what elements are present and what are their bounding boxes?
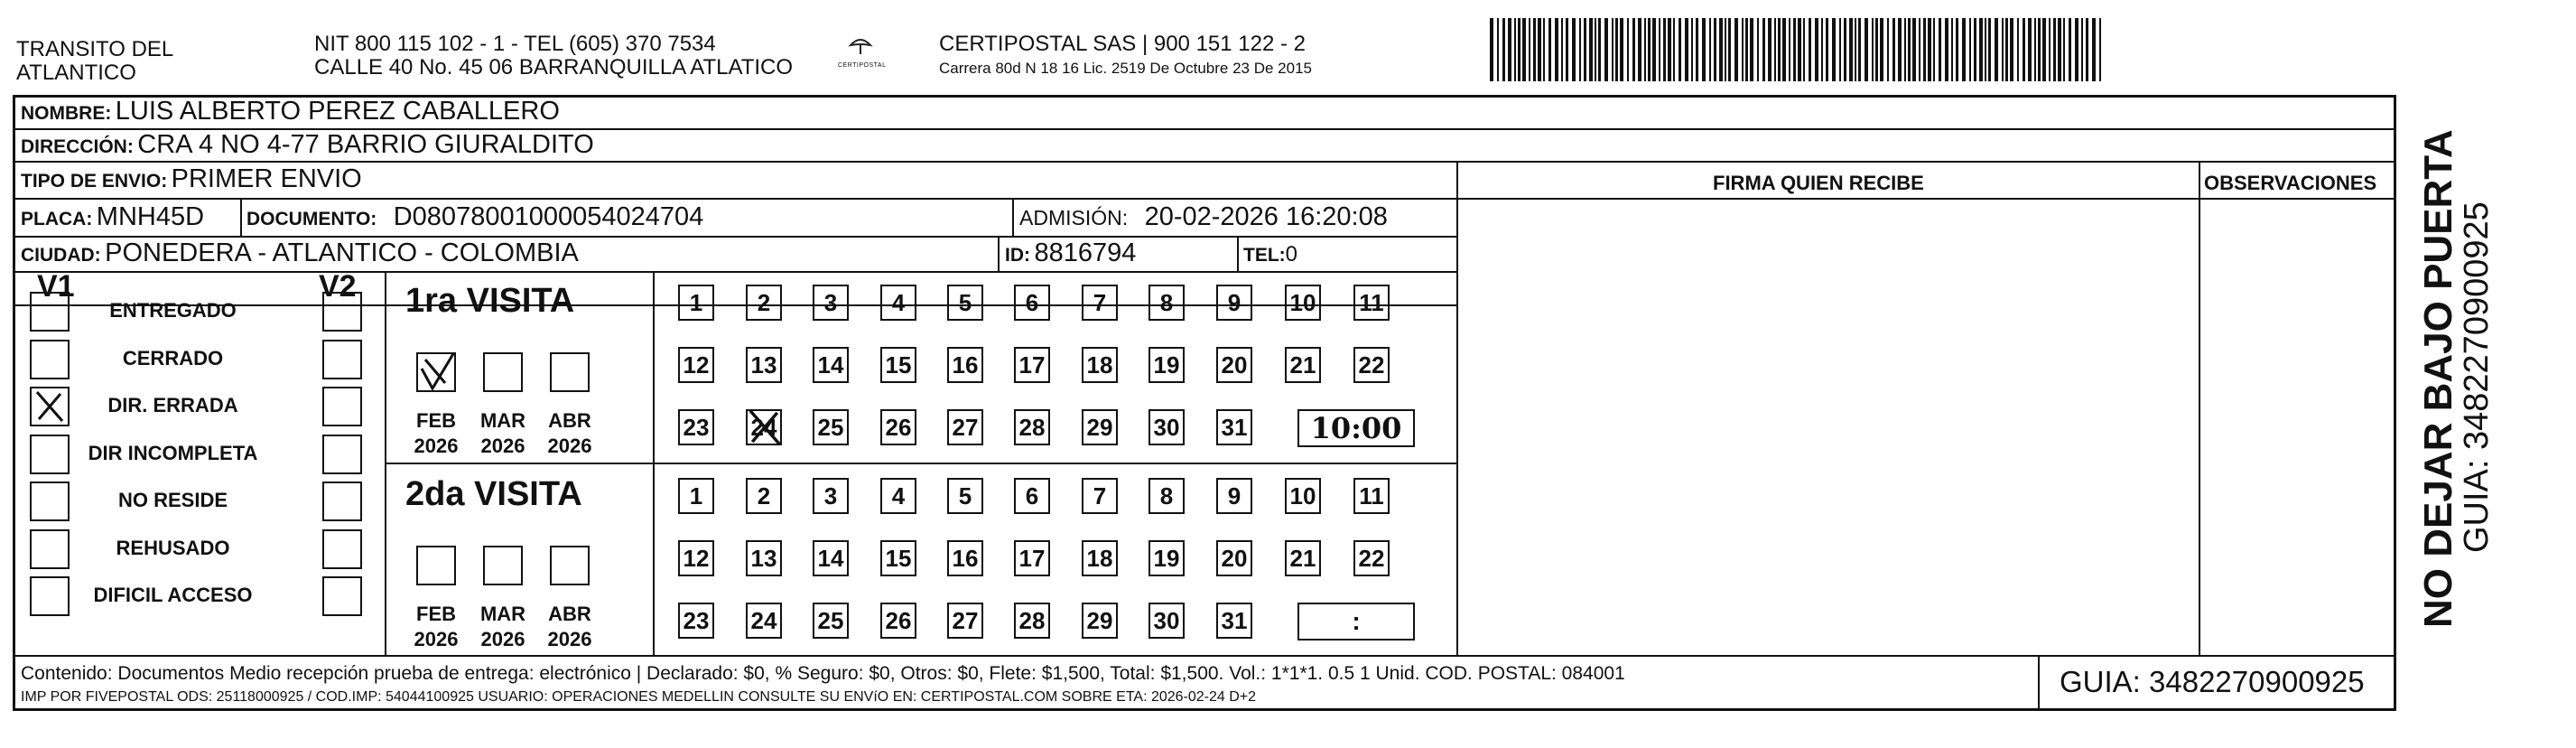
- barcode-bar: [1956, 18, 1958, 81]
- barcode-bar: [1620, 18, 1623, 81]
- barcode-bar: [2028, 18, 2032, 81]
- barcode-bar: [1872, 18, 1874, 81]
- barcode-bar: [1774, 18, 1776, 81]
- company-name: [16, 38, 173, 85]
- courier-line-2: Carrera 80d N 18 16 Lic. 2519 De Octubre 23 De 2015: [939, 60, 1312, 77]
- day-box[interactable]: 12: [678, 540, 714, 576]
- barcode-bar: [2092, 18, 2096, 81]
- barcode-bar: [2081, 18, 2083, 81]
- barcode-bar: [1538, 18, 1541, 81]
- barcode-bar: [1659, 18, 1660, 81]
- barcode-bar: [2058, 18, 2061, 81]
- barcode-bar: [2010, 18, 2013, 81]
- barcode-bar: [1945, 18, 1948, 81]
- day-box[interactable]: 4: [880, 478, 916, 514]
- observations-header: OBSERVACIONES: [2204, 172, 2377, 194]
- day-box[interactable]: 11: [1353, 285, 1390, 321]
- month-year: 2026: [480, 435, 525, 457]
- time-field[interactable]: 10:00: [1297, 409, 1415, 447]
- recipient-name: LUIS ALBERTO PEREZ CABALLERO: [115, 97, 560, 126]
- courier-info: [939, 33, 1312, 78]
- barcode-bar: [1584, 18, 1586, 81]
- barcode-bar: [1572, 18, 1576, 81]
- print-line: IMP POR FIVEPOSTAL ODS: 25118000925 / COD.IMP: 54044100925 USUARIO: OPERACIONES MEDELLIN CONSULTE SU ENVíO EN: CERTIPOSTAL.COM SOBRE ETA: 2026-02-24 D+2: [21, 689, 1257, 705]
- barcode-bar: [1887, 18, 1889, 81]
- barcode-bar: [1663, 18, 1666, 81]
- signature-header: FIRMA QUIEN RECIBE: [1713, 172, 1924, 194]
- barcode-bar: [1939, 18, 1941, 81]
- day-box[interactable]: 24: [746, 603, 782, 639]
- barcode-bar: [2099, 18, 2101, 81]
- day-box[interactable]: 20: [1216, 540, 1252, 576]
- city-row: [21, 238, 579, 268]
- barcode-bar: [1566, 18, 1568, 81]
- day-box[interactable]: 17: [1014, 540, 1050, 576]
- month-year: 2026: [414, 628, 459, 650]
- barcode-bar: [2005, 18, 2008, 81]
- day-box[interactable]: 16: [947, 540, 983, 576]
- barcode-bar: [1826, 18, 1828, 81]
- day-box[interactable]: 14: [813, 540, 849, 576]
- barcode-bar: [1985, 18, 1986, 81]
- barcode-bar: [1644, 18, 1646, 81]
- barcode-bar: [2049, 18, 2051, 81]
- barcode-bar: [1782, 18, 1786, 81]
- day-box[interactable]: 6: [1014, 478, 1050, 514]
- barcode-bar: [1652, 18, 1656, 81]
- day-box[interactable]: 20: [1216, 347, 1252, 383]
- type-label: TIPO DE ENVIO:: [21, 171, 168, 192]
- v2-checkbox[interactable]: [322, 292, 362, 332]
- day-box[interactable]: 26: [880, 603, 916, 639]
- barcode-bar: [1632, 18, 1635, 81]
- month-checkbox[interactable]: [550, 352, 590, 392]
- barcode-bar: [1904, 18, 1906, 81]
- barcode-bar: [1951, 18, 1953, 81]
- document-row: [246, 202, 703, 232]
- barcode-bar: [1789, 18, 1790, 81]
- barcode-bar: [1691, 18, 1693, 81]
- footer-guide-number: GUIA: 3482270900925: [2060, 665, 2365, 698]
- barcode-bar: [2069, 18, 2071, 81]
- company-contact: [314, 33, 793, 79]
- barcode-bar: [1638, 18, 1641, 81]
- barcode-bar: [1815, 18, 1818, 81]
- admission-value: 20-02-2026 16:20:08: [1144, 202, 1388, 231]
- barcode-bar: [2023, 18, 2025, 81]
- day-box[interactable]: 22: [1353, 540, 1390, 576]
- month-label: [476, 602, 530, 652]
- day-box[interactable]: 1: [678, 478, 714, 514]
- barcode-bar: [1757, 18, 1759, 81]
- day-box[interactable]: 2: [746, 285, 782, 321]
- barcode-bar: [1793, 18, 1796, 81]
- v2-checkbox[interactable]: [322, 435, 362, 474]
- day-box[interactable]: 5: [947, 285, 983, 321]
- barcode-bar: [1702, 18, 1706, 81]
- barcode-bar: [1928, 18, 1931, 81]
- day-box[interactable]: 4: [880, 285, 916, 321]
- day-box[interactable]: 13: [746, 347, 782, 383]
- month-checkbox[interactable]: [483, 352, 523, 392]
- side-guide-number: GUIA: 3482270900925: [2458, 201, 2496, 553]
- day-box[interactable]: 2: [746, 478, 782, 514]
- v2-label: V2: [319, 269, 357, 304]
- barcode-bar: [1673, 18, 1675, 81]
- barcode: [1490, 18, 2104, 81]
- barcode-bar: [1548, 18, 1551, 81]
- barcode-bar: [1995, 18, 1998, 81]
- month-label: [543, 602, 597, 652]
- barcode-bar: [1555, 18, 1558, 81]
- v2-checkbox[interactable]: [322, 340, 362, 379]
- barcode-bar: [1615, 18, 1618, 81]
- v1-label: V1: [37, 269, 75, 304]
- day-box[interactable]: 1: [678, 285, 714, 321]
- city-label: CIUDAD:: [21, 245, 101, 266]
- barcode-bar: [1803, 18, 1805, 81]
- day-box[interactable]: 22: [1353, 347, 1390, 383]
- v2-checkbox[interactable]: [322, 387, 362, 426]
- first-visit-title: 1ra VISITA: [405, 282, 575, 320]
- day-box[interactable]: 23: [678, 409, 714, 445]
- month-name: ABR: [548, 603, 591, 625]
- barcode-bar: [1750, 18, 1753, 81]
- month-year: 2026: [414, 435, 459, 457]
- barcode-bar: [1880, 18, 1883, 81]
- barcode-bar: [1742, 18, 1744, 81]
- month-checkbox[interactable]: [416, 546, 456, 585]
- courier-line-1: CERTIPOSTAL SAS | 900 151 122 - 2: [939, 32, 1306, 56]
- id-row: [1005, 238, 1136, 268]
- barcode-bar: [2053, 18, 2056, 81]
- barcode-bar: [1821, 18, 1823, 81]
- barcode-bar: [2034, 18, 2036, 81]
- day-box[interactable]: 29: [1082, 603, 1118, 639]
- v1-checkbox[interactable]: [30, 340, 70, 379]
- v1-checkbox[interactable]: [30, 435, 70, 474]
- admission-row: [1019, 202, 1388, 232]
- barcode-bar: [1529, 18, 1530, 81]
- barcode-bar: [1768, 18, 1772, 81]
- barcode-bar: [1612, 18, 1613, 81]
- barcode-bar: [1508, 18, 1511, 81]
- barcode-bar: [1898, 18, 1902, 81]
- barcode-bar: [1595, 18, 1596, 81]
- x-mark-icon: [744, 406, 786, 449]
- barcode-bar: [1725, 18, 1726, 81]
- day-box[interactable]: 18: [1082, 347, 1118, 383]
- shipment-type: PRIMER ENVIO: [171, 164, 362, 193]
- day-box[interactable]: 13: [746, 540, 782, 576]
- barcode-bar: [1832, 18, 1836, 81]
- delivery-form: [13, 95, 2396, 711]
- barcode-bar: [1745, 18, 1748, 81]
- v2-checkbox[interactable]: [322, 529, 362, 569]
- barcode-bar: [1490, 18, 1493, 81]
- barcode-bar: [2002, 18, 2004, 81]
- day-box[interactable]: 15: [880, 347, 916, 383]
- nit-line: NIT 800 115 102 - 1 - TEL (605) 370 7534: [314, 32, 716, 56]
- day-box[interactable]: 31: [1216, 603, 1252, 639]
- contents-line: Contenido: Documentos Medio recepción prueba de entrega: electrónico | Declarado: $0, % Seguro: $0, Otros: $0, Flete: $1,500, Total: $1,500. Vol.: 1*1*1. 0.5 1 Unid. COD. POSTAL: 084001: [21, 663, 1625, 684]
- plate-row: [21, 202, 204, 232]
- side-warning: NO DEJAR BAJO PUERTA: [2416, 129, 2460, 628]
- day-box[interactable]: 8: [1149, 285, 1185, 321]
- barcode-bar: [1988, 18, 1991, 81]
- barcode-bar: [1933, 18, 1935, 81]
- month-year: 2026: [547, 435, 592, 457]
- v2-checkbox[interactable]: [322, 576, 362, 616]
- barcode-bar: [1561, 18, 1563, 81]
- barcode-bar: [1908, 18, 1911, 81]
- status-label: ENTREGADO: [109, 299, 237, 322]
- name-label: NOMBRE:: [21, 103, 112, 124]
- day-box[interactable]: 11: [1353, 478, 1390, 514]
- day-box[interactable]: 23: [678, 603, 714, 639]
- day-box[interactable]: 26: [880, 409, 916, 445]
- barcode-bar: [2038, 18, 2041, 81]
- status-label: DIFICIL ACCESO: [93, 584, 253, 606]
- day-box[interactable]: 24: [746, 409, 782, 445]
- day-box[interactable]: 28: [1014, 409, 1050, 445]
- status-label: CERRADO: [122, 346, 224, 369]
- barcode-bar: [1962, 18, 1966, 81]
- v1-checkbox[interactable]: [30, 292, 70, 332]
- time-field[interactable]: :: [1297, 603, 1415, 640]
- day-box[interactable]: 15: [880, 540, 916, 576]
- barcode-bar: [1974, 18, 1976, 81]
- barcode-bar: [2017, 18, 2019, 81]
- certipostal-logo: [838, 36, 887, 69]
- barcode-bar: [1923, 18, 1926, 81]
- status-label: DIR. ERRADA: [107, 394, 238, 416]
- barcode-bar: [1589, 18, 1593, 81]
- day-box[interactable]: 9: [1216, 478, 1252, 514]
- barcode-bar: [1919, 18, 1920, 81]
- day-box[interactable]: 18: [1082, 540, 1118, 576]
- barcode-bar: [1875, 18, 1878, 81]
- barcode-bar: [1734, 18, 1738, 81]
- barcode-bar: [1696, 18, 1698, 81]
- status-label: REHUSADO: [116, 536, 230, 559]
- day-box[interactable]: 10: [1285, 285, 1321, 321]
- day-box[interactable]: 14: [813, 347, 849, 383]
- v2-checkbox[interactable]: [322, 482, 362, 521]
- barcode-bar: [1858, 18, 1861, 81]
- barcode-bar: [2086, 18, 2088, 81]
- name-row: [21, 97, 560, 126]
- day-box[interactable]: 19: [1149, 540, 1185, 576]
- month-name: MAR: [479, 603, 526, 625]
- day-x-mark: [744, 406, 786, 449]
- barcode-bar: [1627, 18, 1629, 81]
- logo-text: CERTIPOSTAL: [838, 62, 887, 69]
- tel-value: 0: [1285, 242, 1298, 266]
- barcode-bar: [1679, 18, 1681, 81]
- v1-checkbox[interactable]: [30, 576, 70, 616]
- barcode-bar: [1533, 18, 1536, 81]
- id-value: 8816794: [1034, 238, 1137, 267]
- document-value: D08078001000054024704: [393, 202, 704, 231]
- barcode-bar: [1719, 18, 1723, 81]
- month-label: [476, 408, 530, 459]
- day-box[interactable]: 31: [1216, 409, 1252, 445]
- barcode-bar: [1502, 18, 1505, 81]
- month-label: [409, 602, 463, 652]
- barcode-bar: [2075, 18, 2078, 81]
- day-box[interactable]: 21: [1285, 347, 1321, 383]
- second-visit-title: 2da VISITA: [405, 475, 582, 513]
- day-box[interactable]: 30: [1149, 409, 1185, 445]
- barcode-bar: [1809, 18, 1811, 81]
- document-label: DOCUMENTO:: [246, 209, 377, 229]
- status-label: DIR INCOMPLETA: [88, 441, 258, 464]
- tel-label: TEL:: [1243, 245, 1286, 266]
- logo-icon: [847, 36, 874, 58]
- month-year: 2026: [480, 628, 525, 650]
- v1-checkbox[interactable]: [30, 387, 70, 426]
- day-box[interactable]: 3: [813, 478, 849, 514]
- barcode-bar: [2042, 18, 2046, 81]
- day-box[interactable]: 25: [813, 603, 849, 639]
- barcode-bar: [1709, 18, 1711, 81]
- barcode-bar: [1778, 18, 1781, 81]
- month-checkbox[interactable]: [483, 546, 523, 585]
- tel-row: [1243, 242, 1297, 267]
- status-label: NO RESIDE: [117, 489, 228, 511]
- barcode-bar: [1762, 18, 1765, 81]
- barcode-bar: [1865, 18, 1868, 81]
- day-box[interactable]: 6: [1014, 285, 1050, 321]
- barcode-bar: [1855, 18, 1856, 81]
- barcode-bar: [1497, 18, 1499, 81]
- barcode-bar: [1522, 18, 1526, 81]
- company-line-2: ATLANTICO: [16, 61, 136, 85]
- barcode-bar: [1912, 18, 1916, 81]
- day-box[interactable]: 5: [947, 478, 983, 514]
- admission-label: ADMISIÓN:: [1019, 206, 1129, 229]
- barcode-bar: [1514, 18, 1516, 81]
- plate-value: MNH45D: [96, 202, 205, 231]
- recipient-address: CRA 4 NO 4-77 BARRIO GIURALDITO: [137, 130, 594, 159]
- day-box[interactable]: 28: [1014, 603, 1050, 639]
- barcode-bar: [1844, 18, 1846, 81]
- barcode-bar: [1849, 18, 1853, 81]
- day-box[interactable]: 8: [1149, 478, 1185, 514]
- day-box[interactable]: 3: [813, 285, 849, 321]
- check-mark-icon: [418, 354, 454, 390]
- barcode-bar: [1728, 18, 1731, 81]
- address-line: CALLE 40 No. 45 06 BARRANQUILLA ATLATICO: [314, 55, 794, 79]
- x-mark-icon: [32, 388, 68, 425]
- barcode-bar: [1798, 18, 1801, 81]
- day-box[interactable]: 25: [813, 409, 849, 445]
- month-year: 2026: [547, 628, 592, 650]
- address-row: [21, 130, 594, 160]
- month-checkbox[interactable]: [416, 352, 456, 392]
- day-box[interactable]: 16: [947, 347, 983, 383]
- type-row: [21, 164, 362, 194]
- plate-label: PLACA:: [21, 209, 93, 229]
- barcode-bar: [1969, 18, 1971, 81]
- day-box[interactable]: 29: [1082, 409, 1118, 445]
- barcode-bar: [1839, 18, 1841, 81]
- barcode-bar: [2063, 18, 2065, 81]
- barcode-bar: [1579, 18, 1581, 81]
- month-label: [543, 408, 597, 459]
- barcode-bar: [1543, 18, 1545, 81]
- month-name: MAR: [479, 409, 526, 432]
- day-box[interactable]: 30: [1149, 603, 1185, 639]
- barcode-bar: [1604, 18, 1608, 81]
- company-line-1: TRANSITO DEL: [16, 37, 174, 61]
- city-value: PONEDERA - ATLANTICO - COLOMBIA: [105, 238, 579, 267]
- barcode-bar: [1892, 18, 1895, 81]
- barcode-bar: [1668, 18, 1671, 81]
- day-box[interactable]: 27: [947, 409, 983, 445]
- barcode-bar: [1714, 18, 1716, 81]
- day-box[interactable]: 27: [947, 603, 983, 639]
- barcode-bar: [1648, 18, 1651, 81]
- barcode-bar: [1685, 18, 1688, 81]
- barcode-bar: [1518, 18, 1520, 81]
- v1-checkbox[interactable]: [30, 482, 70, 521]
- address-label: DIRECCIÓN:: [21, 136, 134, 157]
- month-name: FEB: [416, 409, 456, 432]
- day-box[interactable]: 12: [678, 347, 714, 383]
- day-box[interactable]: 7: [1082, 285, 1118, 321]
- month-name: FEB: [416, 603, 456, 625]
- id-label: ID:: [1005, 245, 1030, 266]
- day-box[interactable]: 7: [1082, 478, 1118, 514]
- day-box[interactable]: 9: [1216, 285, 1252, 321]
- month-name: ABR: [548, 409, 591, 432]
- day-box[interactable]: 10: [1285, 478, 1321, 514]
- month-checkbox[interactable]: [550, 546, 590, 585]
- v1-checkbox[interactable]: [30, 529, 70, 569]
- month-label: [409, 408, 463, 459]
- day-box[interactable]: 19: [1149, 347, 1185, 383]
- barcode-bar: [1598, 18, 1601, 81]
- day-box[interactable]: 17: [1014, 347, 1050, 383]
- day-box[interactable]: 21: [1285, 540, 1321, 576]
- barcode-bar: [1979, 18, 1983, 81]
